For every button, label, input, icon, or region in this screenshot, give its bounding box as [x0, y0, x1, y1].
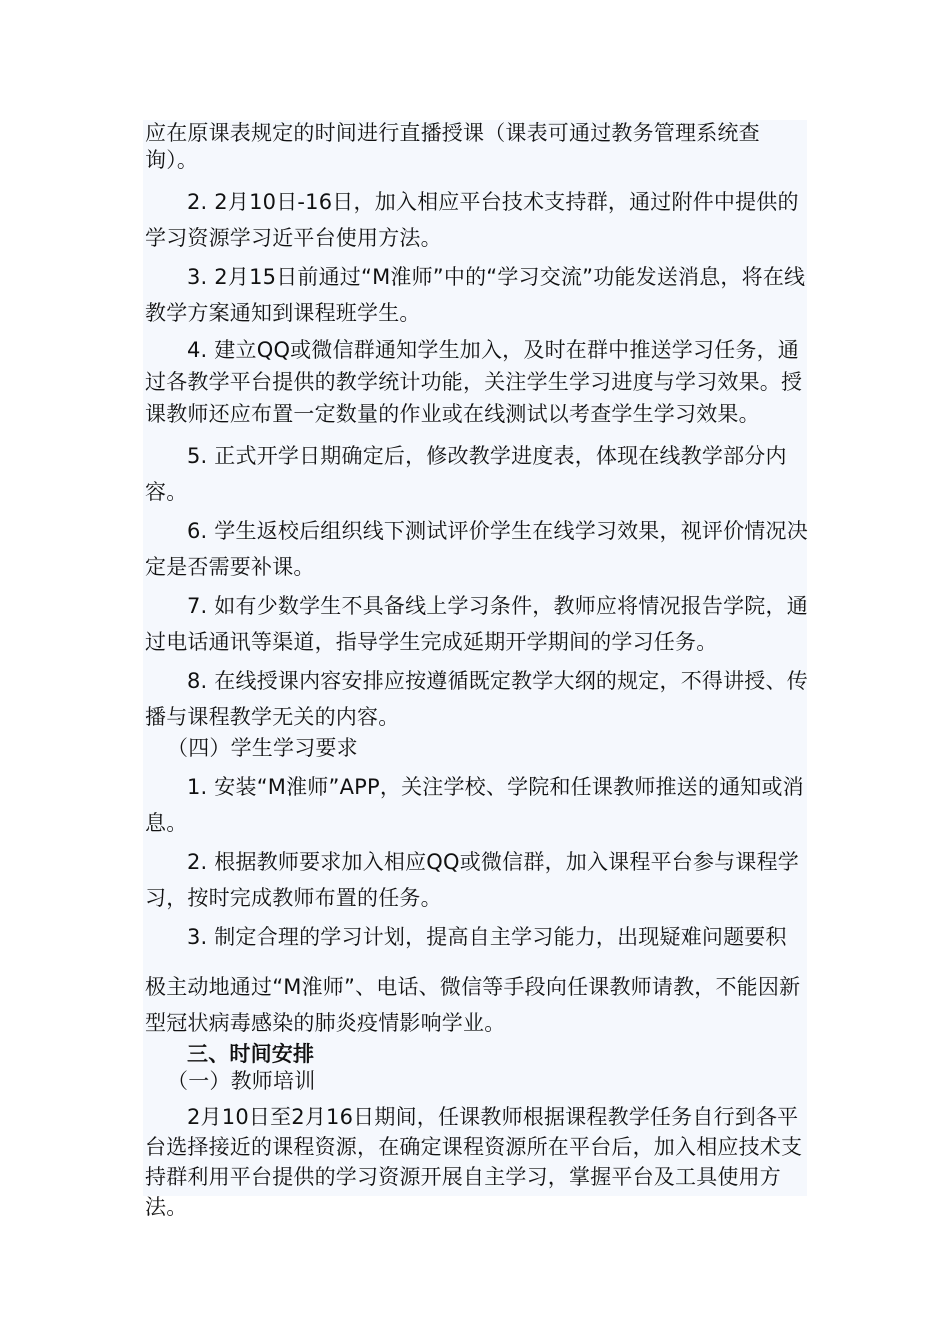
student-item-1: 1. 安装“M淮师”APP，关注学校、学院和任课教师推送的通知或消息。: [145, 775, 804, 835]
teacher-item-6: 6. 学生返校后组织线下测试评价学生在线学习效果，视评价情况决定是否需要补课。: [145, 519, 808, 579]
student-item-3: 3. 制定合理的学习计划，提高自主学习能力，出现疑难问题要积: [187, 925, 787, 949]
training-paragraph: 2月10日至2月16日期间，任课教师根据课程教学任务自行到各平台选择接近的课程资源，在确定课程资源所在平台后，加入相应技术支持群利用平台提供的学习资源开展自主学习，掌握平台及工具使用方法。: [145, 1105, 803, 1219]
document-body: [145, 120, 809, 1222]
section-heading-schedule: 三、时间安排: [187, 1042, 315, 1066]
teacher-item-3: 3. 2月15日前通过“M淮师”中的“学习交流”功能发送消息，将在线教学方案通知到课程班学生。: [145, 265, 806, 325]
teacher-item-8: 8. 在线授课内容安排应按遵循既定教学大纲的规定，不得讲授、传播与课程教学无关的内容。: [145, 669, 808, 729]
section-heading-student-requirements: （四）学生学习要求: [167, 736, 358, 760]
teacher-item-5: 5. 正式开学日期确定后，修改教学进度表，体现在线教学部分内容。: [145, 444, 787, 504]
section-heading-teacher-training: （一）教师培训: [167, 1069, 316, 1093]
student-item-3-continued: 极主动地通过“M淮师”、电话、微信等手段向任课教师请教，不能因新型冠状病毒感染的肺炎疫情影响学业。: [145, 975, 801, 1035]
teacher-item-7: 7. 如有少数学生不具备线上学习条件，教师应将情况报告学院，通过电话通讯等渠道，指导学生完成延期开学期间的学习任务。: [145, 594, 808, 654]
teacher-item-2: 2. 2月10日-16日，加入相应平台技术支持群，通过附件中提供的学习资源学习近平台使用方法。: [145, 190, 799, 250]
teacher-item-4: 4. 建立QQ或微信群通知学生加入，及时在群中推送学习任务，通过各教学平台提供的教学统计功能，关注学生学习进度与学习效果。授课教师还应布置一定数量的作业或在线测试以考查学生学习效果。: [145, 338, 803, 426]
paragraph-continuation: 应在原课表规定的时间进行直播授课（课表可通过教务管理系统查询）。: [145, 121, 760, 172]
student-item-2: 2. 根据教师要求加入相应QQ或微信群，加入课程平台参与课程学习，按时完成教师布置的任务。: [145, 850, 799, 910]
